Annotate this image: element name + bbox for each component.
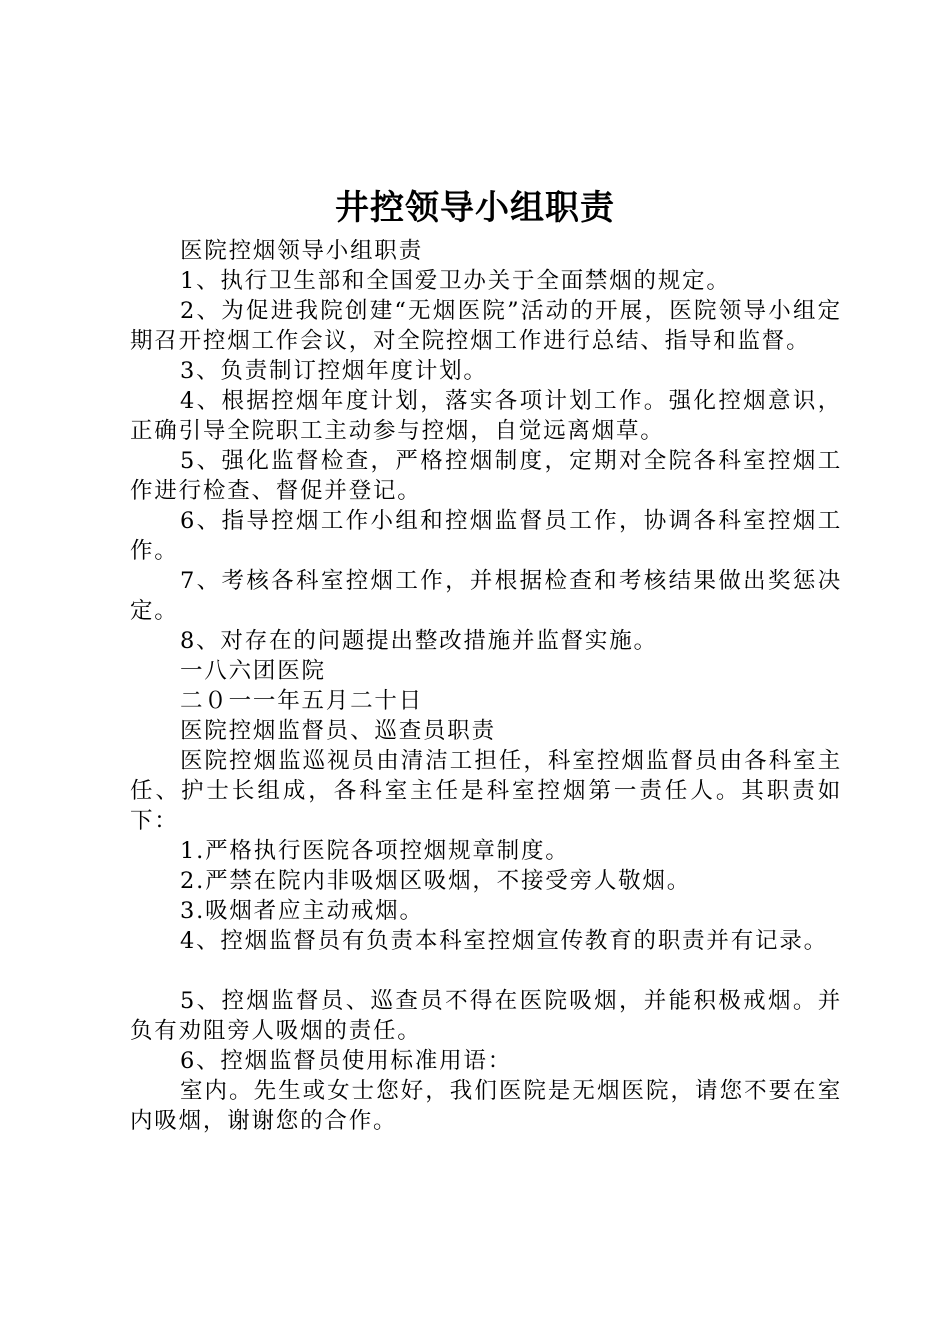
paragraph-item-8: 8、对存在的问题提出整改措施并监督实施。 — [180, 628, 658, 654]
paragraph-item-2: 2、为促进我院创建“无烟医院”活动的开展，医院领导小组定期召开控烟工作会议，对全院控烟工作进行总结、指导和监督。 — [130, 298, 842, 354]
paragraph-duty-6: 6、控烟监督员使用标准用语： — [180, 1048, 513, 1074]
paragraph-duty-2: 2.严禁在院内非吸烟区吸烟，不接受旁人敬烟。 — [180, 868, 692, 894]
paragraph-organization: 一八六团医院 — [180, 658, 326, 684]
paragraph-duty-3: 3.吸烟者应主动戒烟。 — [180, 898, 424, 924]
paragraph-spacer — [130, 956, 842, 986]
paragraph-item-5: 5、强化监督检查，严格控烟制度，定期对全院各科室控烟工作进行检查、督促并登记。 — [130, 448, 842, 504]
paragraph-item-7: 7、考核各科室控烟工作，并根据检查和考核结果做出奖惩决定。 — [130, 568, 842, 624]
document-title: 井控领导小组职责 — [335, 188, 615, 228]
paragraph-duty-5: 5、控烟监督员、巡查员不得在医院吸烟，并能积极戒烟。并负有劝阻旁人吸烟的责任。 — [130, 988, 842, 1044]
paragraph-item-4: 4、根据控烟年度计划，落实各项计划工作。强化控烟意识，正确引导全院职工主动参与控烟，自觉远离烟草。 — [130, 388, 842, 444]
paragraph-intro: 医院控烟监巡视员由清洁工担任，科室控烟监督员由各科室主任、护士长组成，各科室主任是科室控烟第一责任人。其职责如下： — [130, 748, 842, 834]
paragraph-item-6: 6、指导控烟工作小组和控烟监督员工作，协调各科室控烟工作。 — [130, 508, 842, 564]
paragraph-duty-4: 4、控烟监督员有负责本科室控烟宣传教育的职责并有记录。 — [180, 928, 828, 954]
paragraph-standard-phrase: 室内。先生或女士您好，我们医院是无烟医院，请您不要在室内吸烟，谢谢您的合作。 — [130, 1078, 842, 1134]
paragraph-item-1: 1、执行卫生部和全国爱卫办关于全面禁烟的规定。 — [180, 268, 731, 294]
paragraph-section-heading-2: 医院控烟监督员、巡查员职责 — [180, 718, 496, 744]
document-body — [130, 236, 842, 1136]
paragraph-date: 二０一一年五月二十日 — [180, 688, 424, 714]
paragraph-item-3: 3、负责制订控烟年度计划。 — [180, 358, 488, 384]
paragraph-duty-1: 1.严格执行医院各项控烟规章制度。 — [180, 838, 570, 864]
paragraph-section-heading: 医院控烟领导小组职责 — [180, 238, 424, 264]
